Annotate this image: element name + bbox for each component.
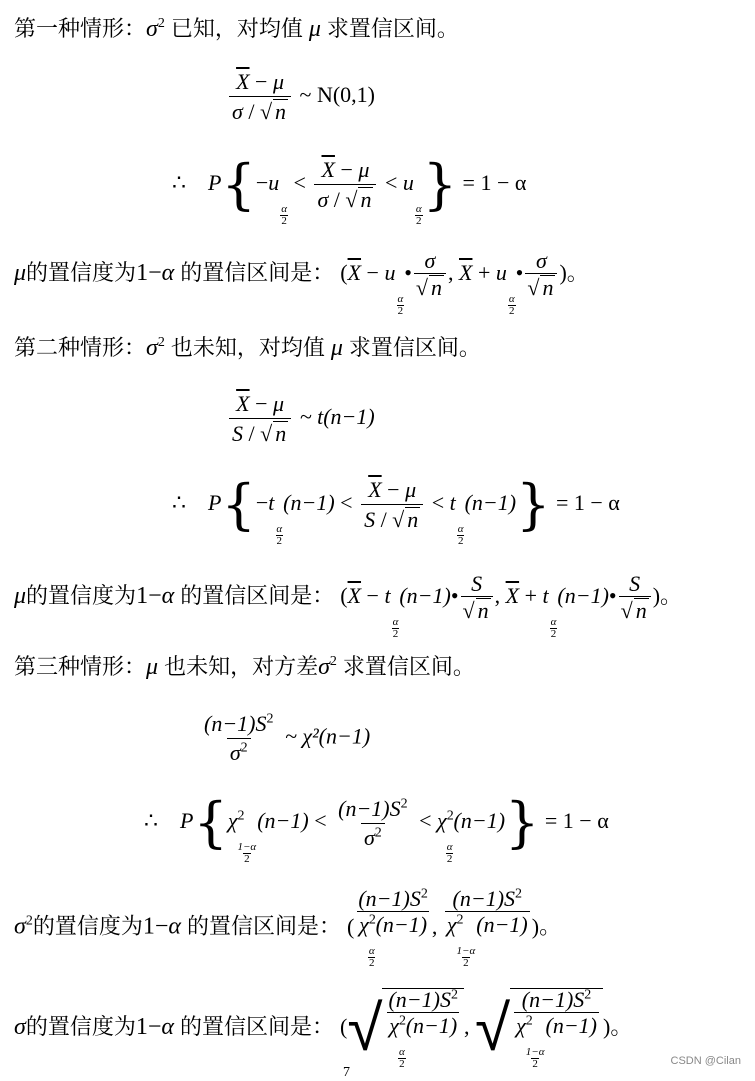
case2-heading: 第二种情形：$\sigma^2$ 也未知，对均值 μ 求置信区间。 [14, 335, 481, 361]
case3-interval-variance: $\sigma^2$的置信度为1−α 的置信区间是： ( $(n-1)S^2$ $\chi^2$ $\frac{\alpha}{2}$ (n−1) , $(n-1)S^2$ $\chi^2$ $\frac{1-\alpha}{2}$ (n−1) )。 [14, 886, 562, 969]
case1-probability: ∴ P{−u $\frac{\alpha}{2}$ < $\frac{\overline{X} - \mu}{\sigma / √ n}$ < u $\frac{\alpha}{2}$ } = 1 − α [172, 153, 527, 228]
case3-pivot: $\frac{(n-1)S^2}{\sigma^2}$ ~ χ²(n−1) [204, 711, 371, 765]
case3-heading: 第三种情形：μ 也未知，对方差$\sigma^2$ 求置信区间。 [14, 654, 475, 680]
case1-interval: μ的置信度为1−α 的置信区间是： ($\overline{X} - u$ $\frac{\alpha}{2}$ • $\frac{\sigma}{√ n}$ , $\overline{X} + u$ $\frac{\alpha}{2}$ • $\frac{\sigma}{√ n}$ )。 [14, 248, 589, 318]
case3-probability: ∴ $P\{\chi^2$ $\frac{1-\alpha}{2}$ (n−1) < $\frac{(n-1)S^2}{\sigma^2}$ < $\chi^2$ $\frac{\alpha}{2}$ (n−1)} = 1 − α [144, 791, 609, 866]
watermark-credit: CSDN @Cilan [670, 1055, 741, 1067]
case1-pivot: $\frac{\overline{X} - \mu}{\sigma / √ n}$ ~ N(0,1) [226, 70, 375, 124]
case1-heading: 第一种情形：$\sigma^2$ 已知，对均值 μ 求置信区间。 [14, 16, 459, 42]
case3-interval-sd: σ的置信度为1−α 的置信区间是： (√ $(n-1)S^2$ $\chi^2$ $\frac{\alpha}{2}$ (n−1) , √ $(n-1)S^2$ $\chi^2$ $\frac{1-\alpha}{2}$ (n−1) )。 [14, 987, 633, 1070]
case2-pivot: $\frac{\overline{X} - \mu}{S / √ n}$ ~ t(n−1) [226, 392, 375, 446]
page-number: 7 [343, 1065, 350, 1080]
case2-probability: ∴ P{−t $\frac{\alpha}{2}$ (n−1) < $\frac{\overline{X} - \mu}{S / √ n}$ < t $\frac{\alpha}{2}$ (n−1)} = 1 − α [172, 473, 620, 548]
case2-interval: μ的置信度为1−α 的置信区间是： ($\overline{X} - t$ $\frac{\alpha}{2}$ (n−1)• $\frac{S}{√ n}$ , $\overline{X} + t$ $\frac{\alpha}{2}$ (n−1)• $\frac{S}{√ n}$ )。 [14, 571, 683, 641]
